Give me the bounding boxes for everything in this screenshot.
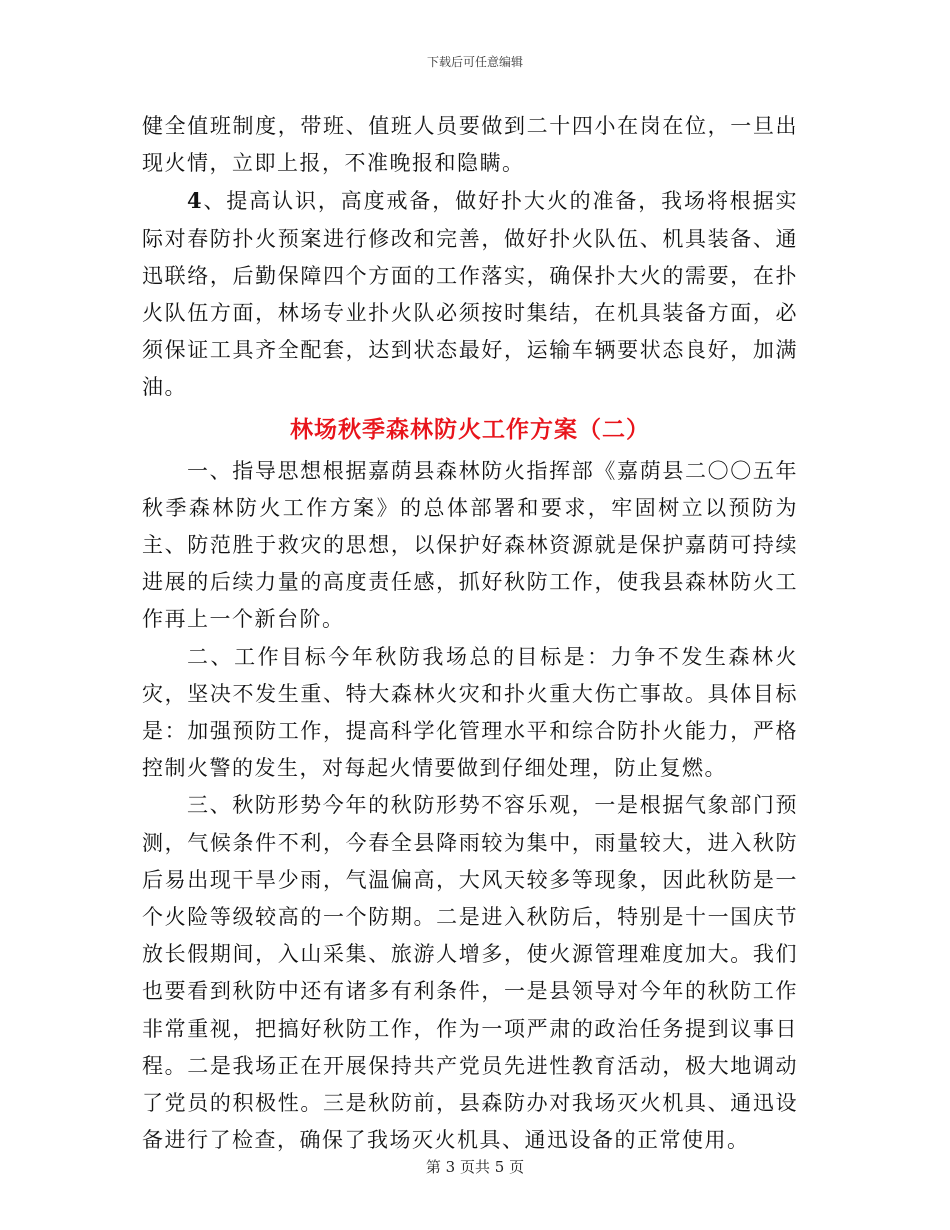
paragraph-work-goal: 二、工作目标今年秋防我场总的目标是：力争不发生森林火灾，坚决不发生重、特大森林火灾和扑火重大伤亡事故。具体目标是：加强预防工作，提高科学化管理水平和综合防扑火能力，严格控制火警的发生，对每起火情要做到仔细处理，防止复燃。 [142,644,798,781]
paragraph-fire-situation: 三、秋防形势今年的秋防形势不容乐观，一是根据气象部门预测，气候条件不利，今春全县降雨较为集中，雨量较大，进入秋防后易出现干旱少雨，气温偏高，大风天较多等现象，因此秋防是一个火险等级较高的一个防期。二是进入秋防后，特别是十一国庆节放长假期间，入山采集、旅游人增多，使火源管理难度加大。我们也要看到秋防中还有诸多有利条件，一是县领导对今年的秋防工作非常重视，把搞好秋防工作，作为一项严肃的政治任务提到议事日程。二是我场正在开展保持共产党员先进性教育活动，极大地调动了党员的积极性。三是秋防前，县森防办对我场灭火机具、通迅设备进行了检查，确保了我场灭火机具、通迅设备的正常使用。 [142,793,798,1153]
item-number: 4 [187,188,204,214]
page-footer: 第 3 页共 5 页 [425,1158,525,1176]
paragraph-item-4 [142,182,798,406]
header-note: 下载后可任意编辑 [426,55,523,69]
document-body [142,108,798,1159]
item-4-text: 、提高认识，高度戒备，做好扑大火的准备，我场将根据实际对春防扑火预案进行修改和完善，做好扑火队伍、机具装备、通迅联络，后勤保障四个方面的工作落实，确保扑大火的需要，在扑火队伍方面，林场专业扑火队必须按时集结，在机具装备方面，必须保证工具齐全配套，达到状态最好，运输车辆要状态良好，加满油。 [142,189,798,400]
paragraph-duty-system: 健全值班制度，带班、值班人员要做到二十四小在岗在位，一旦出现火情，立即上报，不准晚报和隐瞒。 [142,114,798,176]
section-title: 林场秋季森林防火工作方案（二） [290,415,650,443]
paragraph-guiding-thought: 一、指导思想根据嘉荫县森林防火指挥部《嘉荫县二〇〇五年秋季森林防火工作方案》的总体部署和要求，牢固树立以预防为主、防范胜于救灾的思想，以保护好森林资源就是保护嘉荫可持续进展的后续力量的高度责任感，抓好秋防工作，使我县森林防火工作再上一个新台阶。 [142,458,798,632]
